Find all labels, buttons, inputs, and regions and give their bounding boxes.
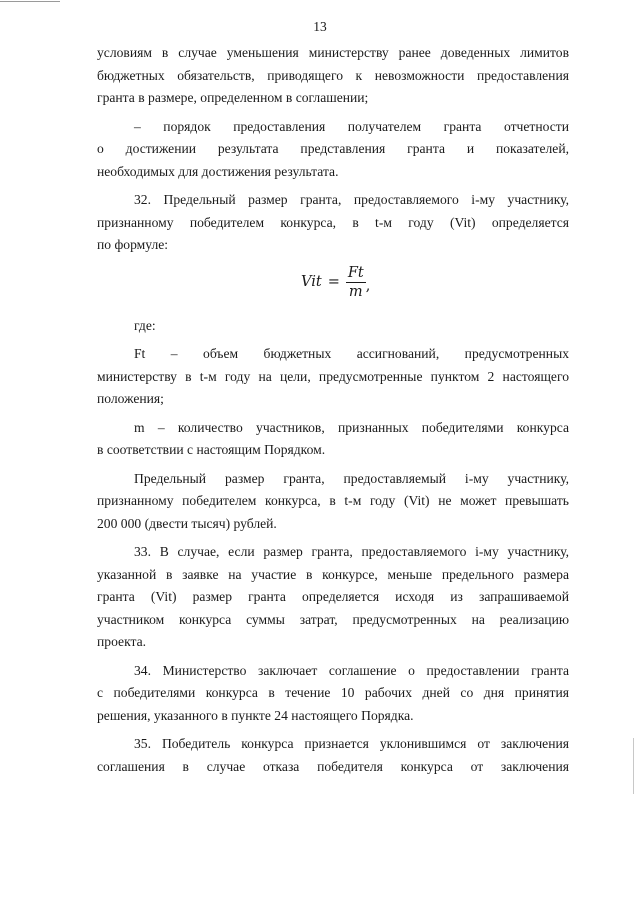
text-line: условиям в случае уменьшения министерству ранее доведенных лимитов: [97, 45, 569, 60]
clause-33-line: проекта.: [97, 634, 147, 649]
clause-34-line: решения, указанного в пункте 24 настоящего Порядка.: [97, 707, 414, 723]
definition-line: m – количество участников, признанных победителями конкурса: [134, 419, 569, 435]
clause-32-line: 32. Предельный размер гранта, предоставляемого i-му участнику,: [134, 192, 569, 207]
clause-35-line: 35. Победитель конкурса признается уклонившимся от заключения: [134, 736, 569, 751]
formula-denominator: m: [348, 284, 363, 300]
text-line: 200 000 (двести тысяч) рублей.: [97, 515, 277, 531]
scan-edge-line: [0, 1, 60, 2]
clause-34-line: с победителями конкурса в течение 10 рабочих дней со дня принятия: [97, 685, 569, 700]
clause-32-line: признанному победителем конкурса, в t-м году (Vit) определяется: [97, 214, 569, 230]
formula-lhs: Vit: [301, 274, 322, 291]
text-line: Предельный размер гранта, предоставляемый i-му участнику,: [134, 470, 569, 486]
formula-fraction: [346, 265, 366, 300]
definition-line: министерству в t-м году на цели, предусмотренные пунктом 2 настоящего: [97, 368, 569, 384]
text-line: бюджетных обязательств, приводящего к невозможности предоставления: [97, 67, 569, 83]
formula-block: [97, 257, 569, 315]
formula-numerator: Ft: [347, 265, 364, 281]
text-line: – порядок предоставления получателем гранта отчетности: [134, 118, 569, 134]
text-line: где:: [134, 317, 156, 333]
clause-33-line: указанной в заявке на участие в конкурсе, меньше предельного размера: [97, 566, 569, 582]
formula-equals: =: [327, 274, 340, 291]
clause-34-line: 34. Министерство заключает соглашение о предоставлении гранта: [134, 662, 569, 678]
formula-trailing-comma: ,: [365, 278, 371, 295]
clause-32-line: по формуле:: [97, 237, 169, 252]
definition-line: положения;: [97, 391, 164, 406]
page-number: 13: [313, 19, 327, 34]
definition-line: Ft – объем бюджетных ассигнований, предусмотренных: [134, 346, 569, 361]
text-line: о достижении результата представления гранта и показателей,: [97, 141, 569, 156]
formula: [301, 257, 370, 309]
text-line: признанному победителем конкурса, в t-м году (Vit) не может превышать: [97, 493, 569, 508]
clause-33-line: 33. В случае, если размер гранта, предоставляемого i-му участнику,: [134, 544, 569, 559]
clause-33-line: гранта (Vit) размер гранта определяется исходя из запрашиваемой: [97, 589, 569, 604]
clause-35-line: соглашения в случае отказа победителя конкурса от заключения: [97, 758, 569, 774]
text-line: гранта в размере, определенном в соглашении;: [97, 90, 369, 105]
definition-line: в соответствии с настоящим Порядком.: [97, 442, 326, 457]
scan-margin-mark: [633, 738, 634, 794]
clause-33-line: участником конкурса суммы затрат, предусмотренных на реализацию: [97, 611, 569, 627]
text-line: необходимых для достижения результата.: [97, 163, 339, 179]
document-body: [97, 42, 569, 778]
